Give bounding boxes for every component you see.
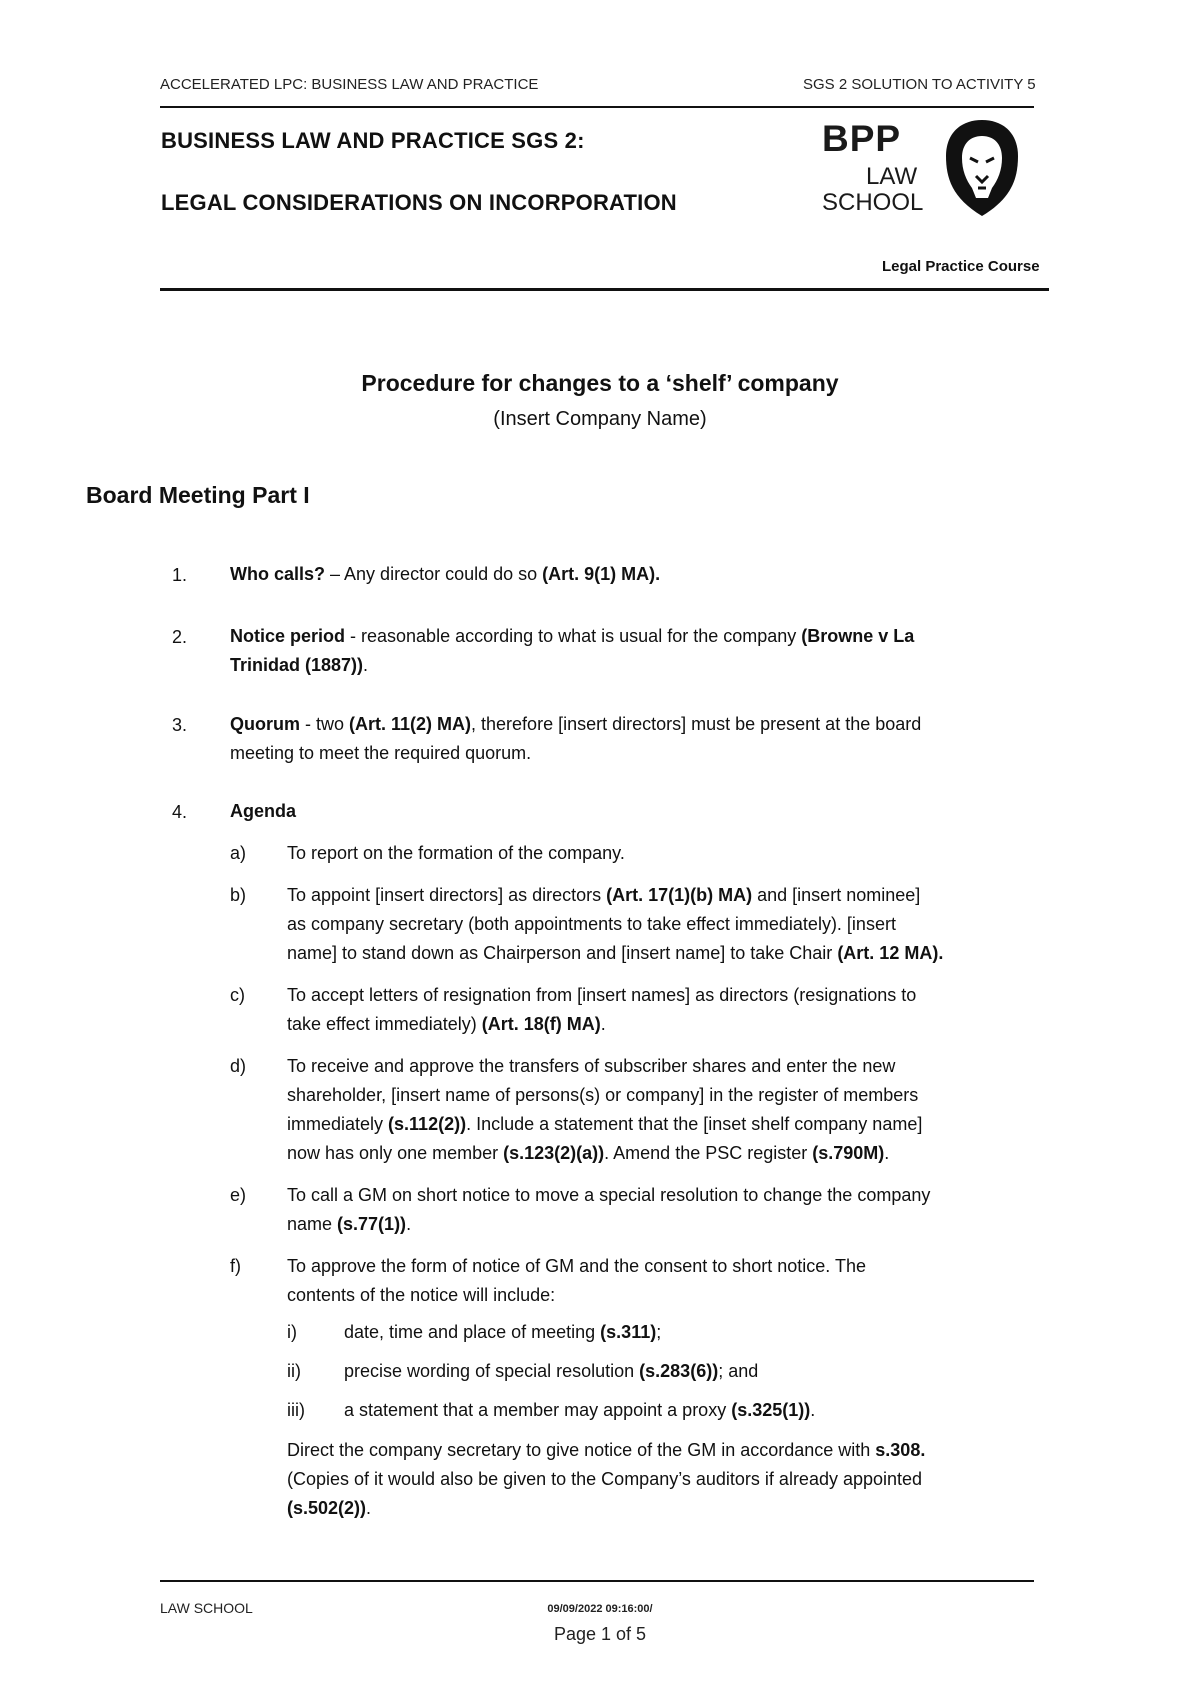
agenda-item-c: [287, 981, 1067, 1039]
sub-label: i): [287, 1322, 297, 1342]
item-label: Notice period: [230, 626, 346, 646]
item-number: 2.: [172, 627, 188, 647]
agenda-ref: (s.790M): [812, 1143, 885, 1163]
agenda-text: contents of the notice will include:: [287, 1285, 556, 1305]
agenda-text: name: [287, 1214, 338, 1234]
item-label: Agenda: [230, 801, 297, 821]
item-who-calls: [230, 560, 1030, 589]
agenda-ref: s.308.: [875, 1440, 926, 1460]
agenda-ref: (s.311): [600, 1322, 657, 1342]
page-number: Page 1 of 5: [553, 1624, 647, 1644]
item-text: , therefore [insert directors] must be present at the board: [471, 714, 922, 734]
agenda-text: immediately: [287, 1114, 389, 1134]
agenda-text: To receive and approve the transfers of subscriber shares and enter the new: [287, 1056, 896, 1076]
agenda-text: shareholder, [insert name of persons(s) or company] in the register of members: [287, 1085, 919, 1105]
agenda-ref: (s.283(6)): [639, 1361, 719, 1381]
item-number: 4.: [172, 802, 188, 822]
agenda-text: . Amend the PSC register: [604, 1143, 813, 1163]
item-text: – Any director could do so: [325, 564, 543, 584]
agenda-text: To approve the form of notice of GM and the consent to short notice. The: [287, 1256, 866, 1276]
section-heading: Board Meeting Part I: [86, 482, 310, 508]
agenda-label: c): [230, 985, 245, 1005]
item-text: meeting to meet the required quorum.: [230, 743, 532, 763]
item-label: Quorum: [230, 714, 300, 734]
header-rule: [160, 106, 1034, 108]
item-number: 3.: [172, 715, 188, 735]
agenda-ref: (Art. 17(1)(b) MA): [606, 885, 753, 905]
agenda-item-d: [287, 1052, 1077, 1168]
agenda-label: b): [230, 885, 247, 905]
agenda-text: .: [884, 1143, 890, 1163]
document-title: Procedure for changes to a ‘shelf’ company: [361, 370, 839, 396]
document-subtitle: (Insert Company Name): [493, 408, 707, 430]
agenda-text: take effect immediately): [287, 1014, 482, 1034]
agenda-text: now has only one member: [287, 1143, 504, 1163]
notice-direction: [287, 1436, 1077, 1523]
logo-caption: Legal Practice Course: [882, 258, 1040, 275]
logo-school: SCHOOL: [822, 189, 924, 216]
agenda-ref: (s.502(2)): [287, 1498, 367, 1518]
logo-brand: BPP: [822, 118, 902, 159]
agenda-text: To appoint [insert directors] as directors: [287, 885, 607, 905]
agenda-label: f): [230, 1256, 241, 1276]
agenda-text: as company secretary (both appointments to take effect immediately). [insert: [287, 914, 896, 934]
agenda-text: .: [406, 1214, 412, 1234]
footer-left: LAW SCHOOL: [160, 1600, 253, 1616]
item-ref: Trinidad (1887)): [230, 655, 364, 675]
agenda-item-f: [287, 1252, 1077, 1310]
agenda-label: e): [230, 1185, 247, 1205]
agenda-text: .: [810, 1400, 816, 1420]
agenda-text: .: [938, 943, 944, 963]
item-ref: (Art. 9(1) MA): [542, 564, 656, 584]
sub-item-i: [344, 1318, 1064, 1347]
agenda-text: .: [600, 1014, 606, 1034]
title-rule: [160, 288, 1049, 291]
item-text: - two: [300, 714, 350, 734]
sub-label: iii): [287, 1400, 305, 1420]
agenda-text: .: [366, 1498, 372, 1518]
sub-label: ii): [287, 1361, 301, 1381]
footer-rule: [160, 1580, 1034, 1582]
agenda-item-a: To report on the formation of the company.: [287, 843, 625, 863]
agenda-ref: (Art. 12 MA): [837, 943, 939, 963]
agenda-text: a statement that a member may appoint a proxy: [344, 1400, 732, 1420]
course-title: BUSINESS LAW AND PRACTICE SGS 2:: [161, 128, 585, 153]
item-text: - reasonable according to what is usual for the company: [345, 626, 802, 646]
agenda-text: (Copies of it would also be given to the Company’s auditors if already appointed: [287, 1469, 923, 1489]
agenda-label: d): [230, 1056, 247, 1076]
agenda-ref: (s.325(1)): [731, 1400, 811, 1420]
agenda-text: Direct the company secretary to give notice of the GM in accordance with: [287, 1440, 876, 1460]
item-end: .: [655, 564, 661, 584]
agenda-text: ; and: [718, 1361, 759, 1381]
agenda-text: and [insert nominee]: [752, 885, 921, 905]
agenda-ref: (s.77(1)): [337, 1214, 407, 1234]
agenda-text: ;: [656, 1322, 662, 1342]
running-header-left: ACCELERATED LPC: BUSINESS LAW AND PRACTICE: [160, 76, 539, 93]
agenda-item-b: [287, 881, 1067, 968]
sub-item-iii: [344, 1396, 1064, 1425]
item-ref: (Browne v La: [801, 626, 915, 646]
item-label: Who calls?: [230, 564, 326, 584]
course-subtitle: LEGAL CONSIDERATIONS ON INCORPORATION: [161, 190, 677, 215]
agenda-ref: (Art. 18(f) MA): [481, 1014, 601, 1034]
running-header-right: SGS 2 SOLUTION TO ACTIVITY 5: [803, 76, 1036, 93]
item-end: .: [363, 655, 369, 675]
logo-law: LAW: [866, 163, 918, 190]
item-number: 1.: [172, 565, 188, 585]
agenda-ref: (s.112(2)): [388, 1114, 467, 1134]
agenda-text: To accept letters of resignation from [insert names] as directors (resignations to: [287, 985, 917, 1005]
footer-timestamp: 09/09/2022 09:16:00/: [547, 1603, 653, 1615]
agenda-text: name] to stand down as Chairperson and [insert name] to take Chair: [287, 943, 838, 963]
agenda-text: date, time and place of meeting: [344, 1322, 601, 1342]
item-ref: (Art. 11(2) MA): [349, 714, 472, 734]
agenda-ref: (s.123(2)(a)): [503, 1143, 605, 1163]
agenda-text: precise wording of special resolution: [344, 1361, 640, 1381]
item-notice-period: [230, 622, 1030, 680]
bpp-logo: [822, 118, 1032, 218]
sub-item-ii: [344, 1357, 1064, 1386]
item-quorum: [230, 710, 1060, 768]
item-agenda: [230, 797, 296, 826]
agenda-text: To call a GM on short notice to move a special resolution to change the company: [287, 1185, 931, 1205]
lion-head-icon: [942, 118, 1022, 218]
agenda-text: . Include a statement that the [inset shelf company name]: [466, 1114, 923, 1134]
agenda-label: a): [230, 843, 247, 863]
agenda-item-e: [287, 1181, 1077, 1239]
